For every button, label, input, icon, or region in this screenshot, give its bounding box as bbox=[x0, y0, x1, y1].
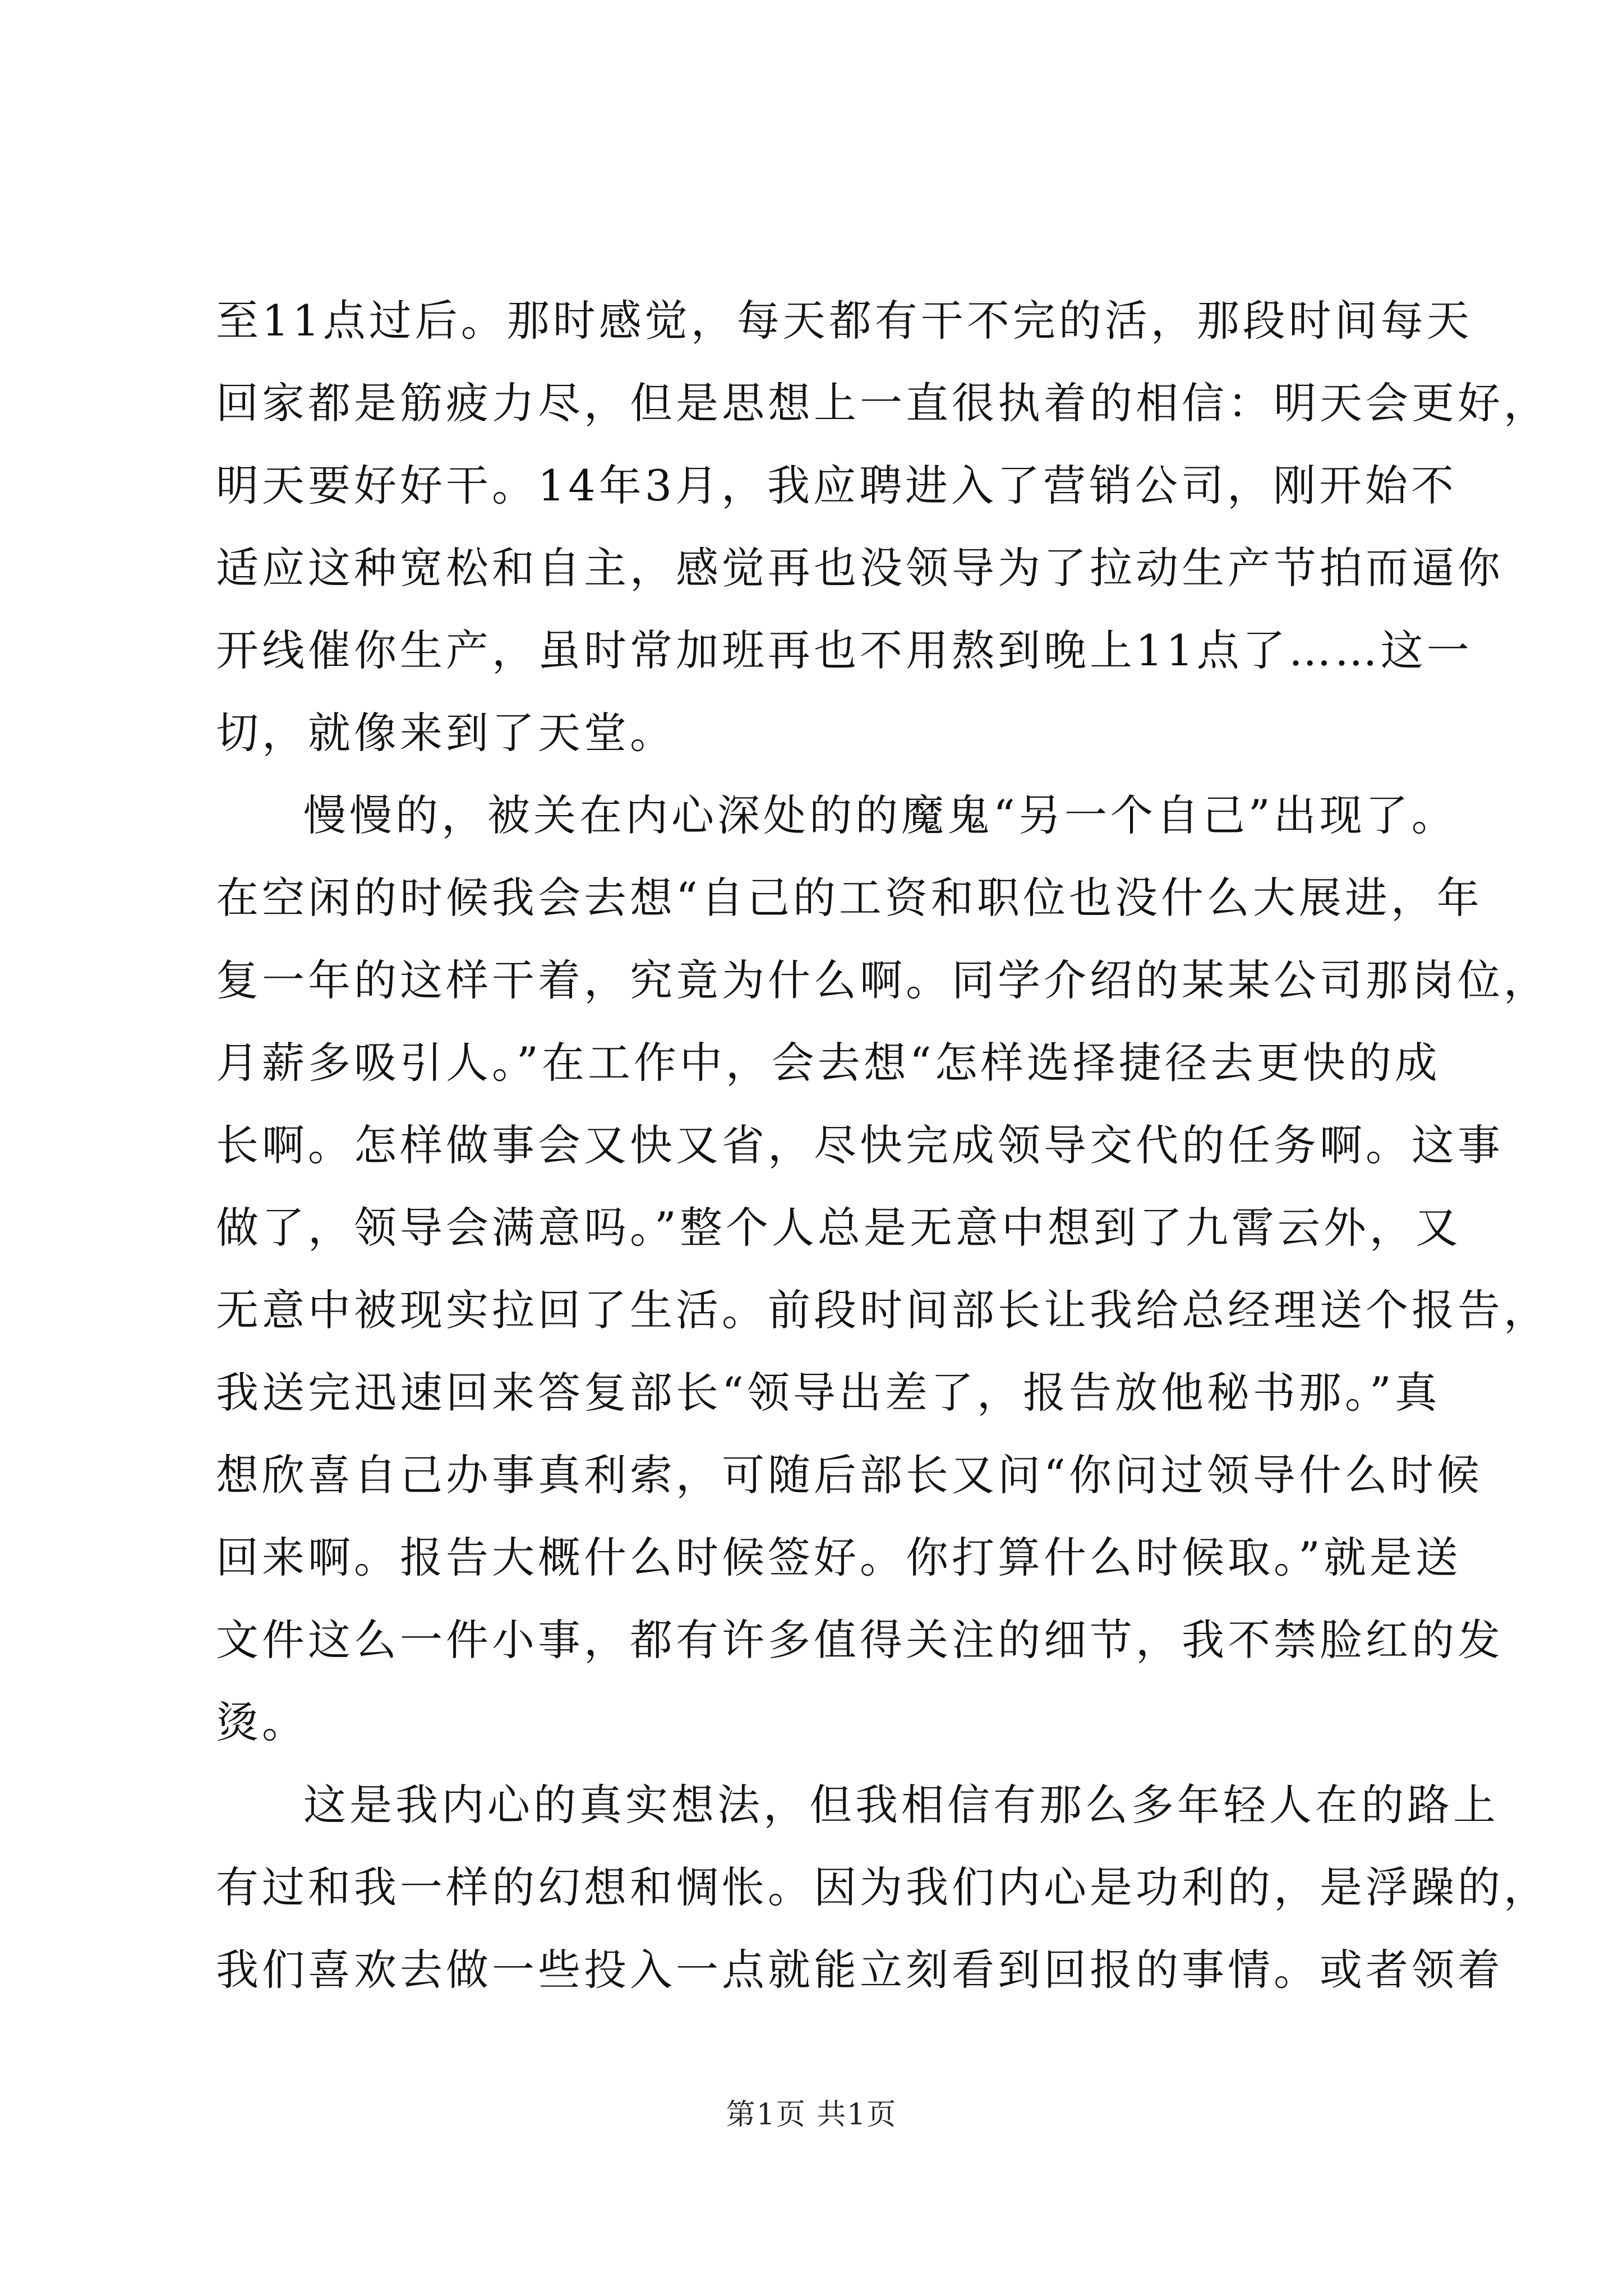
text-line: 至11点过后。那时感觉，每天都有干不完的活，那段时间每天 bbox=[216, 296, 1473, 346]
text-line: 回家都是筋疲力尽，但是思想上一直很执着的相信：明天会更好， bbox=[216, 378, 1550, 428]
page-number-footer: 第1页 共1页 bbox=[726, 2098, 897, 2132]
document-body bbox=[216, 279, 1550, 2011]
text-line: 明天要好好干。14年3月，我应聘进入了营销公司，刚开始不 bbox=[216, 461, 1458, 510]
text-line: 长啊。怎样做事会又快又省，尽快完成领导交代的任务啊。这事 bbox=[216, 1120, 1504, 1170]
text-line: 烫。 bbox=[216, 1697, 308, 1747]
text-line: 复一年的这样干着，究竟为什么啊。同学介绍的某某公司那岗位， bbox=[216, 955, 1550, 1005]
text-line: 回来啊。报告大概什么时候签好。你打算什么时候取。”就是送 bbox=[216, 1533, 1461, 1582]
text-line: 适应这种宽松和自主，感觉再也没领导为了拉动生产节拍而逼你 bbox=[216, 543, 1504, 593]
paragraph-first-line: 慢慢的，被关在内心深处的的魔鬼“另一个自己”出现了。 bbox=[303, 790, 1458, 840]
text-line: 月薪多吸引人。”在工作中，会去想“怎样选择捷径去更快的成 bbox=[216, 1038, 1441, 1088]
text-line: 文件这么一件小事，都有许多值得关注的细节，我不禁脸红的发 bbox=[216, 1615, 1504, 1665]
text-line: 开线催你生产，虽时常加班再也不用熬到晚上11点了……这一 bbox=[216, 625, 1473, 675]
text-line: 我送完迅速回来答复部长“领导出差了，报告放他秘书那。”真 bbox=[216, 1368, 1441, 1418]
paragraph-first-line: 这是我内心的真实想法，但我相信有那么多年轻人在的路上 bbox=[303, 1780, 1499, 1830]
text-line: 做了，领导会满意吗。”整个人总是无意中想到了九霄云外，又 bbox=[216, 1203, 1461, 1253]
text-line: 有过和我一样的幻想和惆怅。因为我们内心是功利的，是浮躁的， bbox=[216, 1862, 1550, 1912]
text-line: 在空闲的时候我会去想“自己的工资和职位也没什么大展进，年 bbox=[216, 873, 1483, 923]
text-line: 我们喜欢去做一些投入一点就能立刻看到回报的事情。或者领着 bbox=[216, 1945, 1504, 1995]
text-line: 无意中被现实拉回了生活。前段时间部长让我给总经理送个报告， bbox=[216, 1285, 1550, 1335]
text-line: 切，就像来到了天堂。 bbox=[216, 708, 676, 758]
text-line: 想欣喜自己办事真利索，可随后部长又问“你问过领导什么时候 bbox=[216, 1450, 1483, 1500]
